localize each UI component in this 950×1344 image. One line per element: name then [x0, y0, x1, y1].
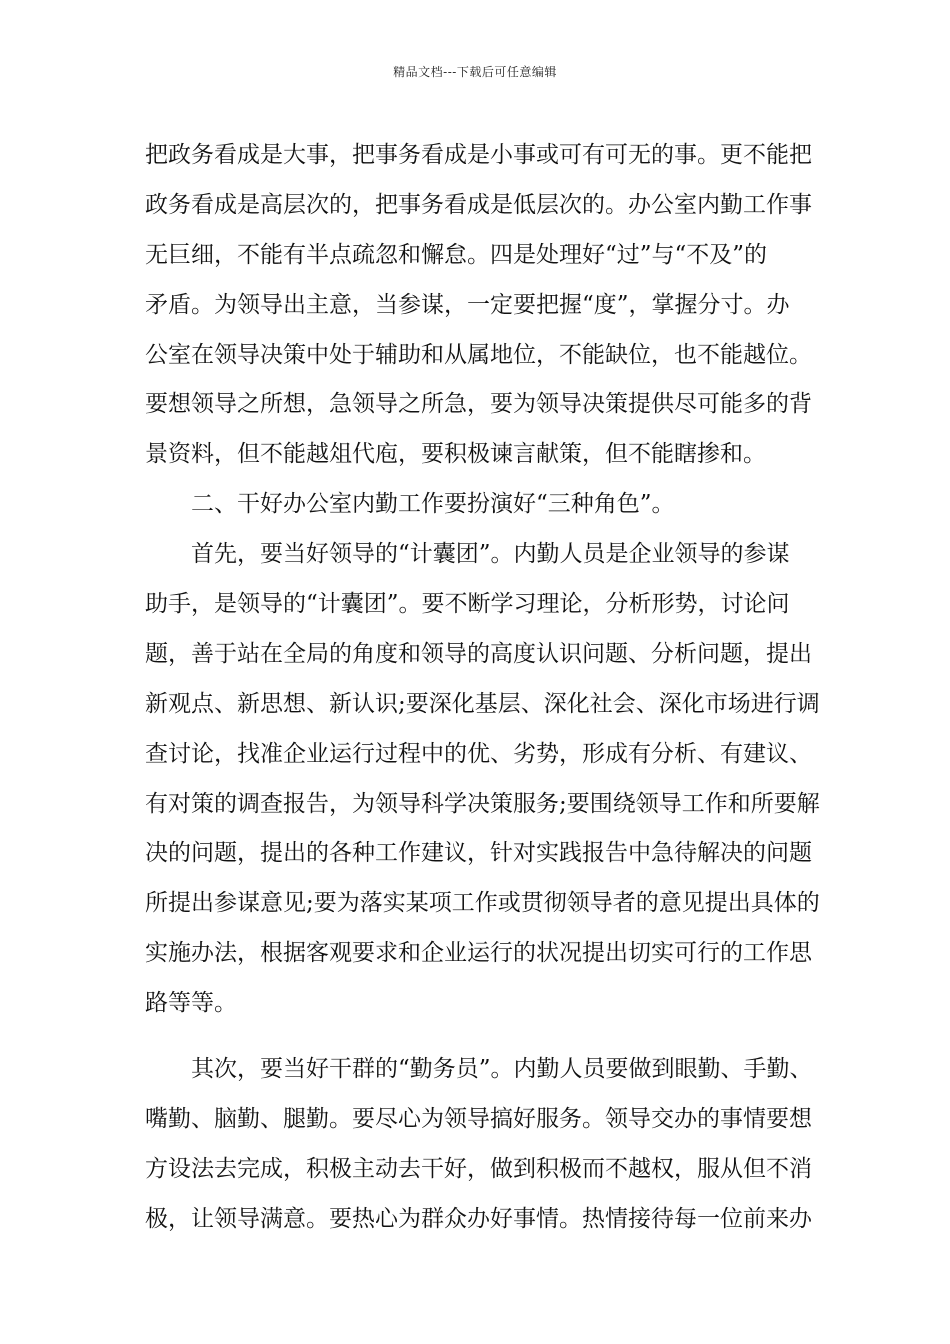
text-line: 极，让领导满意。要热心为群众办好事情。热情接待每一位前来办 [145, 1205, 812, 1232]
text-line: 矛盾。为领导出主意，当参谋，一定要把握“度”，掌握分寸。办 [145, 291, 790, 318]
text-line: 其次，要当好干群的“勤务员”。内勤人员要做到眼勤、手勤、 [191, 1056, 813, 1083]
document-body [145, 131, 820, 1245]
text-line: 公室在领导决策中处于辅助和从属地位，不能缺位，也不能越位。 [145, 341, 812, 368]
page-header: 精品文档---下载后可任意编辑 [393, 65, 557, 79]
text-line: 路等等。 [145, 990, 237, 1017]
text-line: 政务看成是高层次的，把事务看成是低层次的。办公室内勤工作事 [145, 191, 812, 218]
section-heading: 二、干好办公室内勤工作要扮演好“三种角色”。 [191, 491, 675, 518]
text-line: 首先，要当好领导的“计囊团”。内勤人员是企业领导的参谋 [191, 541, 790, 568]
text-line: 无巨细，不能有半点疏忽和懈怠。四是处理好“过”与“不及”的 [145, 241, 768, 268]
text-line: 景资料，但不能越俎代庖，要积极谏言献策，但不能瞎掺和。 [145, 441, 766, 468]
text-line: 有对策的调查报告，为领导科学决策服务;要围绕领导工作和所要解 [145, 790, 820, 817]
text-line: 要想领导之所想，急领导之所急，要为领导决策提供尽可能多的背 [145, 391, 812, 418]
text-line: 所提出参谋意见;要为落实某项工作或贯彻领导者的意见提出具体的 [145, 890, 820, 917]
text-line: 题，善于站在全局的角度和领导的高度认识问题、分析问题，提出 [145, 640, 812, 667]
text-line: 新观点、新思想、新认识;要深化基层、深化社会、深化市场进行调 [145, 690, 820, 717]
text-line: 把政务看成是大事，把事务看成是小事或可有可无的事。更不能把 [145, 142, 812, 168]
text-line: 决的问题，提出的各种工作建议，针对实践报告中急待解决的问题 [145, 840, 812, 867]
text-line: 方设法去完成，积极主动去干好，做到积极而不越权，服从但不消 [145, 1155, 812, 1182]
text-line: 助手，是领导的“计囊团”。要不断学习理论，分析形势，讨论问 [145, 591, 790, 618]
paragraph-gap [145, 1029, 807, 1045]
text-line: 实施办法，根据客观要求和企业运行的状况提出切实可行的工作思 [145, 940, 812, 967]
text-line: 查讨论，找准企业运行过程中的优、劣势，形成有分析、有建议、 [145, 740, 812, 767]
text-line: 嘴勤、脑勤、腿勤。要尽心为领导搞好服务。领导交办的事情要想 [145, 1105, 812, 1132]
